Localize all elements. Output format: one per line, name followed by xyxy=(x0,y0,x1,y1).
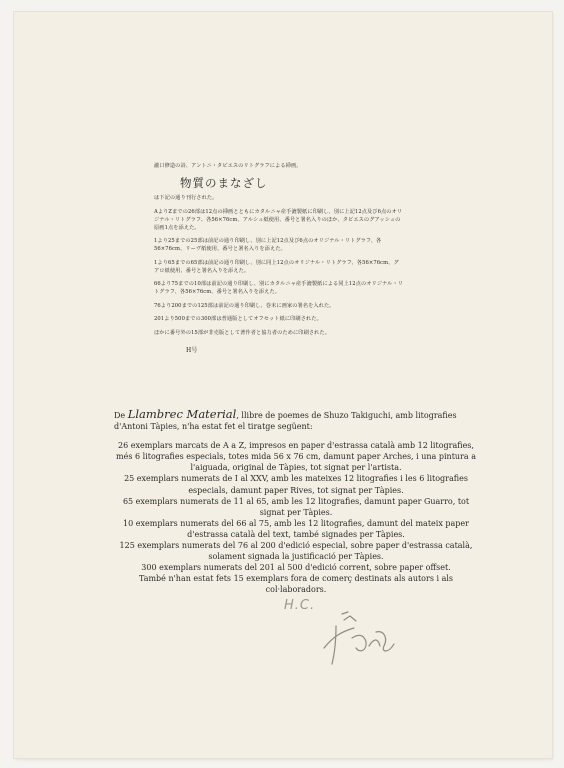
ca-paragraph: 10 exemplars numerats del 66 al 75, amb les 12 litografies, damunt del mateix paper d'estrassa català del text, també signades per Tàpies. xyxy=(123,518,469,539)
jp-heading: 物質のまなざし xyxy=(180,176,268,190)
artist-signature xyxy=(314,608,404,668)
japanese-colophon xyxy=(154,162,404,355)
jp-number-mark: H号 xyxy=(186,346,198,354)
ca-paragraph: 26 exemplars marcats de A a Z, impresos en paper d'estrassa català amb 12 litografies, més 6 litografies especials, totes mida 56 x 76 cm, damunt paper Arches, i una pintura a l'aiguada, original de Tàpies, tot signat per l'artista. xyxy=(116,441,476,473)
catalan-colophon xyxy=(114,409,478,596)
ca-book-title: Llambrec Material xyxy=(127,407,237,421)
jp-paragraph: AよりZまでの26部は12点の挿画とともにカタルニャ産手漉製紙に印刷し、別に上記12点及び6点のオリジナル・リトグラフ、各56×76cm、アルシュ紙使用、番号と署名入りのほか、タピエスのグアッシュの原画1点を添えた。 xyxy=(154,208,403,231)
ca-paragraph: 25 exemplars numerats de I al XXV, amb les mateixes 12 litografies i les 6 litografies especials, damunt paper Rives, tot signat per Tàpies. xyxy=(124,474,468,495)
jp-title-line: 瀧口修造の詩、アントニ・タピエスのリトグラフによる挿画。 xyxy=(154,163,302,169)
jp-paragraph: 76より200までの125部は前記の通り印刷し、巻末に画家の署名を入れた。 xyxy=(154,302,335,309)
hc-annotation: H.C. xyxy=(284,598,316,613)
ca-paragraph: 300 exemplars numerats del 201 al 500 d'edició corrent, sobre paper offset. xyxy=(141,563,451,573)
ca-paragraph: 65 exemplars numerats de 11 al 65, amb les 12 litografies, damunt paper Guarro, tot signat per Tàpies. xyxy=(122,496,470,517)
ca-paragraph: També n'han estat fets 15 exemplars fora de comerç destinats als autors i als col·laboradors. xyxy=(138,574,454,595)
ca-paragraph: 125 exemplars numerats del 76 al 200 d'edició especial, sobre paper d'estrassa català, solament signada la justificació per Tàpies. xyxy=(119,541,473,562)
jp-intro: は下記の通り刊行された。 xyxy=(154,195,218,201)
jp-paragraph: 201より500までの300部は普通版としてオフセット紙に印刷された。 xyxy=(154,316,322,322)
jp-paragraph: 1より65までの65部は前記の通り印刷し、別に同上12点のオリジナル・リトグラフ、各56×76cm、グアロ紙使用、番号と署名入りを添えた。 xyxy=(154,259,399,274)
jp-paragraph: ほかに番号外の15部が非売版として著作者と協力者のために印刷された。 xyxy=(154,329,331,336)
print-sheet xyxy=(14,12,552,758)
jp-paragraph: 66より75までの10部は前記の通り印刷し、別にカタルニャ産手漉製紙による同上12点のオリジナル・リトグラフ、各56×76cm、番号と署名入りを添えた。 xyxy=(154,281,404,295)
ca-intro xyxy=(114,409,478,432)
ca-intro-prefix: De xyxy=(114,411,126,420)
jp-paragraph: 1より25までの25部は前記の通り印刷し、別に上記12点及び6点のオリジナル・リトグラフ、各56×76cm、リーヴ紙使用、番号と署名入りを添えた。 xyxy=(154,238,382,252)
ca-intro-rest: , llibre de poemes de Shuzo Takiguchi, amb litografies d'Antoni Tàpies, n'ha estat fet el tiratge següent: xyxy=(114,411,457,432)
